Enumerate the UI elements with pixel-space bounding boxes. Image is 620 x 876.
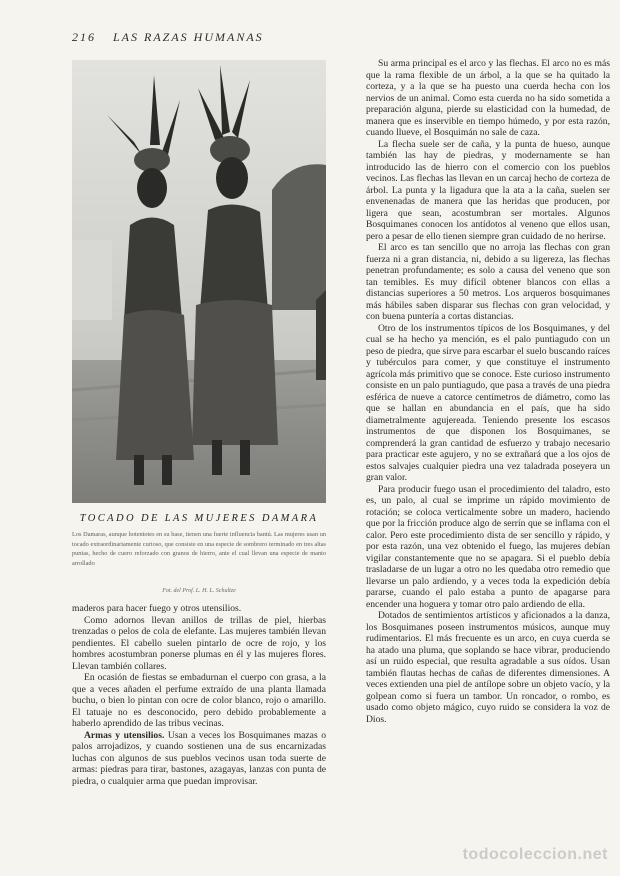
figure-caption: Los Damaras, aunque hotentotes en su base, tienen una fuerte influencia bantú. Las mujeres usan un tocado extraordinariamente curioso, que consiste en una especie de sombrero terminado en tres altas puntas, hecho de cuero reforzado con granos de hierro, ante el cual llevan una especie de manto arrollado bbox=[72, 531, 326, 567]
paragraph: Dotados de sentimientos artísticos y aficionados a la danza, los Bosquimanes poseen instrumentos músicos, aunque muy rudimentarios. El más frecuente es un arco, en cuya cuerda se ha atado una pluma, que soplando se hace vibrar, produciendo así un ruido especial, que resulta agradable a sus oídos. Usan también flautas hechas de cañas de diferentes dimensiones. A veces extienden una piel de antílope sobre un objeto vacío, y la golpean como si fuera un tambor. Un roncador, o rombo, es usado como objeto mágico, cuyo ruido se considera la voz de Dios. bbox=[366, 610, 610, 725]
paragraph-armas bbox=[72, 730, 326, 788]
paragraph: Para producir fuego usan el procedimiento del taladro, esto es, un palo, al cual se imprime un rápido movimiento de rotación; se coloca verticalmente sobre un madero, haciendo que por la fricción produce algo de serrín que se inflama con el calor. Pero este procedimiento dista de ser sencillo y rápido, y por esta razón, una vez obtenido el fuego, las mujeres debían vigilar constantemente que no se apagara. Si el pueblo debía trasladarse de un lugar a otro no les quedaba otro remedio que llevarse un palo ardiendo, y a veces toda la expedición debía pararse, cuando el palo estaba a punto de apagarse para encender una hoguera y tomar otro palo ardiendo de ella. bbox=[366, 483, 610, 610]
right-text-column bbox=[366, 58, 610, 725]
photograph-damara-women bbox=[72, 60, 326, 503]
section-run-in-heading: Armas y utensilios. bbox=[84, 729, 165, 741]
running-header bbox=[72, 30, 372, 45]
paragraph: maderos para hacer fuego y otros utensilios. bbox=[72, 603, 242, 614]
paragraph: En ocasión de fiestas se embadurnan el cuerpo con grasa, a la que a veces añaden el perfume extraído de una planta llamada buchu, o bien lo pintan con ocre de color blanco, rojo o amarillo. El tatuaje no es desconocido, pero debido probablemente a haberlo aprendido de las tribus vecinas. bbox=[72, 672, 326, 729]
watermark: todocoleccion.net bbox=[462, 846, 608, 863]
running-title: LAS RAZAS HUMANAS bbox=[113, 30, 264, 44]
paragraph-body: Usan a veces los Bosquimanes mazas o palos arrojadizos, y cuando sostienen una de sus encarnizadas luchas con algunos de sus pueblos vecinos usan toda suerte de armas: piedras para tirar, bastones, azagayas, lanzas con punta de piedra, o cualquier arma que puedan improvisar. bbox=[72, 729, 327, 787]
page-number: 216 bbox=[72, 30, 96, 44]
paragraph: Otro de los instrumentos típicos de los Bosquimanes, y del cual se ha hecho ya mención, es el palo puntiagudo con un peso de piedra, que sirve para escarbar el suelo buscando raíces y tubérculos para comer, y que constituye el instrumento agrícola más primitivo que se conoce. Este curioso instrumento consiste en un palo puntiagudo, que pasa a través de una piedra esférica de nueve a catorce centímetros de diámetro, como las que se hallan en abundancia en el país, que ha sido diametralmente agujereada. Teniendo presente los escasos instrumentos de que disponen los Bosquimanes, se comprenderá la gran cantidad de esfuerzo y trabajo necesario para practicar este agujero, y no se extrañará que a los ojos de estos salvajes cualquier piedra una vez taladrada poseyera un gran valor. bbox=[366, 322, 610, 483]
paragraph: El arco es tan sencillo que no arroja las flechas con gran fuerza ni a gran distancia, ni, debido a su ligereza, las flechas penetran profundamente; es solo a causa del veneno que son tan temibles. Es muy difícil obtener blancos con ellas a distancias superiores a 50 metros. Los arqueros bosquimanes más hábiles saben disparar sus flechas con gran velocidad, y con buena puntería a cortas distancias. bbox=[366, 242, 610, 322]
paragraph: Como adornos llevan anillos de trillas de piel, hierbas trenzadas o pelos de cola de elefante. Las mujeres también llevan pendientes. El cabello suelen pintarlo de ocre de rojo, y los hombres acostumbran ponerse plumas en él y las mujeres flores. Llevan también collares. bbox=[72, 614, 326, 672]
paragraph: La flecha suele ser de caña, y la punta de hueso, aunque también las hay de piedras, y modernamente se han introducido las de hierro con el comercio con los pueblos vecinos. Las flechas las llevan en un carcaj hecho de corteza de árbol. La punta y la ligadura que la ata a la caña, suelen ser envenenadas de manera que las heridas que producen, por ligera que sean, acostumbran ser mortales. Algunos Bosquimanes conocen los antídotos al veneno que ellos usan, pero a pesar de ello tienen siempre gran cuidado de no herirse. bbox=[366, 138, 610, 242]
figure-title: TOCADO DE LAS MUJERES DAMARA bbox=[79, 513, 319, 524]
photo-credit: Fot. del Prof. L. H. L. Schultze bbox=[162, 588, 236, 594]
left-text-column bbox=[72, 603, 326, 787]
paragraph: Su arma principal es el arco y las flechas. El arco no es más que la rama flexible de un árbol, a la que se ha quitado la corteza, y a la que se ha puesto una cuerda hecha con los nervios de un animal. Como esta cuerda no ha sido sometida a preparación alguna, pierde su elasticidad con la humedad, de manera que es inservible en tiempo húmedo, y por esta razón, cuando llueve, el Bosquimán no sale de caza. bbox=[366, 58, 610, 138]
photo-illustration bbox=[72, 60, 326, 503]
